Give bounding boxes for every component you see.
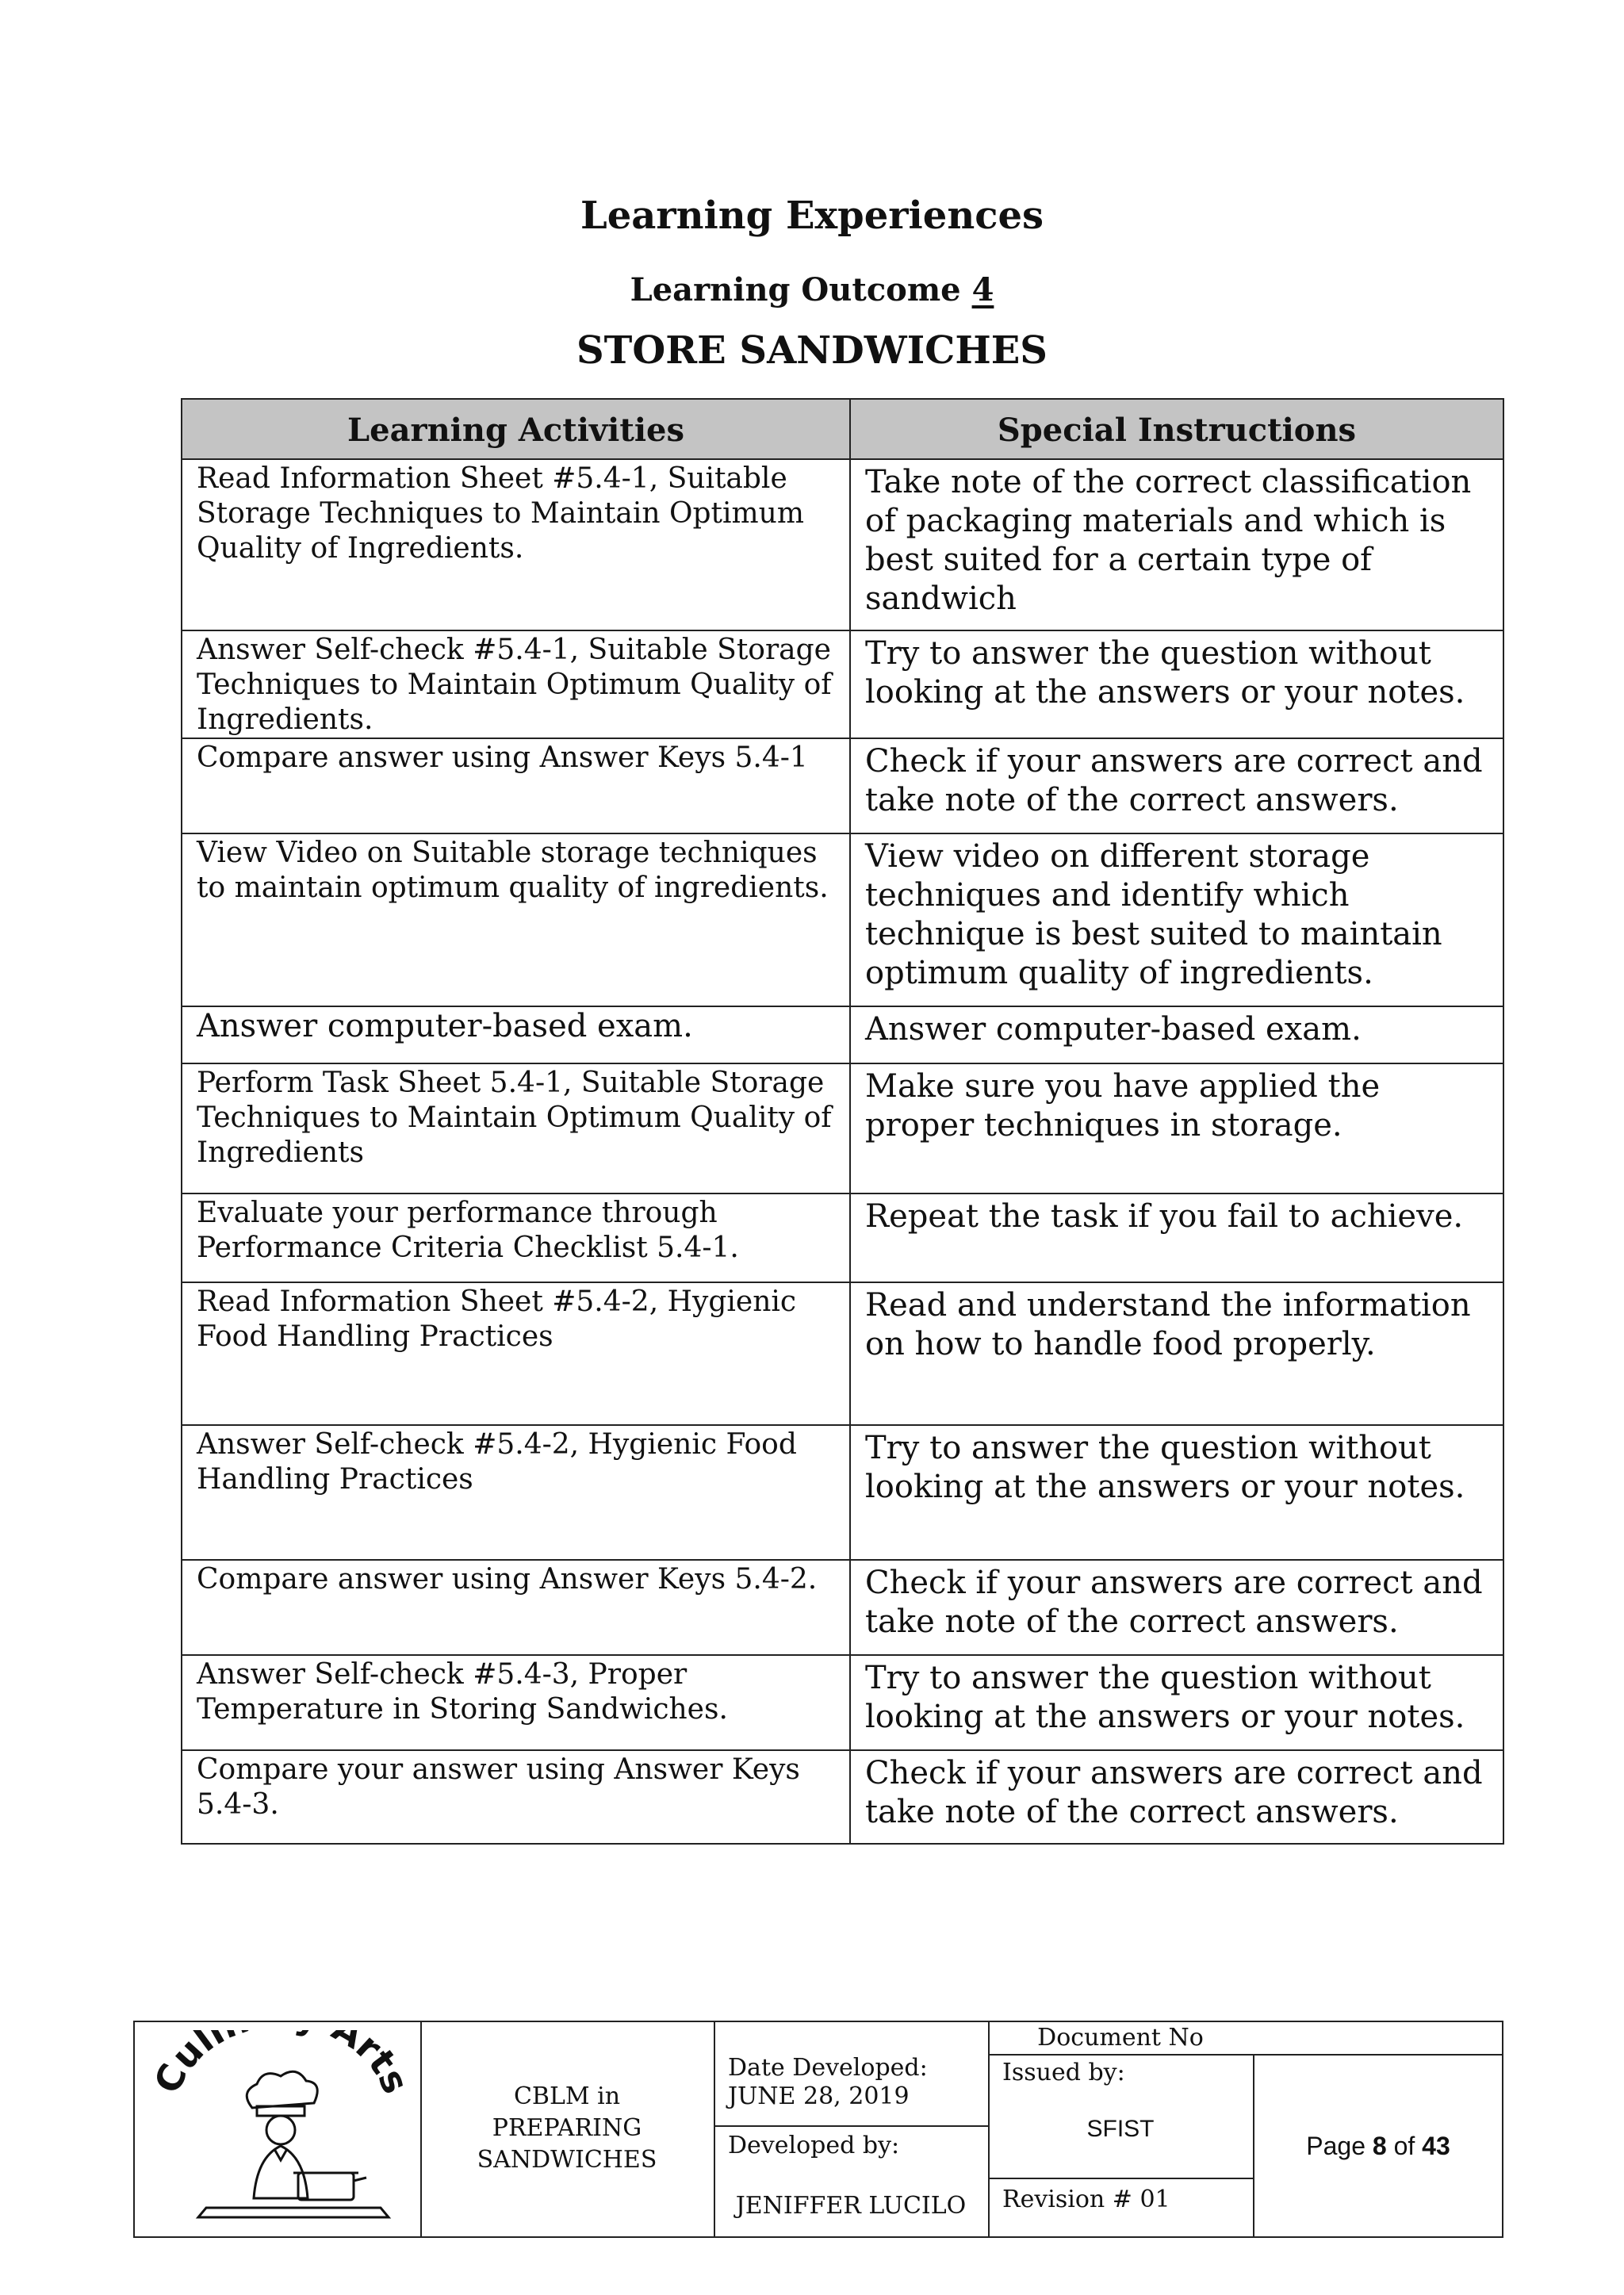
- course-line: CBLM in: [513, 2082, 621, 2110]
- table-row: [182, 1655, 1503, 1750]
- logo-lettering-path: uli Art: [163, 2030, 404, 2082]
- date-value: JUNE 28, 2019: [728, 2082, 910, 2110]
- outcome-prefix: Learning Outcome: [630, 271, 972, 308]
- table-row: [182, 1006, 1503, 1063]
- page-number: 8: [1372, 2131, 1387, 2160]
- activity-cell: Answer Self-check #5.4-3, Proper Temperature in Storing Sandwiches.: [182, 1655, 850, 1750]
- activity-cell: Read Information Sheet #5.4-2, Hygienic Food Handling Practices: [182, 1282, 850, 1425]
- activity-cell: Compare your answer using Answer Keys 5.4-3.: [182, 1750, 850, 1844]
- activity-cell: Read Information Sheet #5.4-1, Suitable Storage Techniques to Maintain Optimum Quality of Ingredients.: [182, 459, 850, 630]
- instruction-cell: Try to answer the question without looking at the answers or your notes.: [850, 1655, 1503, 1750]
- table-row: [182, 1425, 1503, 1560]
- course-line: SANDWICHES: [477, 2146, 657, 2174]
- table-row: [182, 833, 1503, 1006]
- outcome-subtitle: STORE SANDWICHES: [576, 328, 1048, 373]
- instruction-cell: Take note of the correct classification of packaging materials and which is best suited for a certain type of sandwich: [850, 459, 1503, 630]
- logo-lettering: [151, 2030, 404, 2100]
- table-row: [182, 1750, 1503, 1844]
- revision-number: Revision # 01: [1002, 2186, 1170, 2213]
- culinary-arts-logo: [151, 2030, 404, 2228]
- column-header: Learning Activities: [182, 399, 850, 459]
- activity-cell: Evaluate your performance through Performance Criteria Checklist 5.4-1.: [182, 1193, 850, 1282]
- issued-by-label: Issued by:: [1002, 2059, 1125, 2086]
- instruction-cell: Check if your answers are correct and take note of the correct answers.: [850, 1560, 1503, 1655]
- developed-by-label: Developed by:: [728, 2132, 900, 2159]
- learning-outcome-heading: [0, 271, 1624, 308]
- column-header: Special Instructions: [850, 399, 1503, 459]
- activity-cell: Compare answer using Answer Keys 5.4-2.: [182, 1560, 850, 1655]
- date-label: Date Developed:: [728, 2054, 928, 2082]
- outcome-number: 4: [971, 271, 994, 308]
- chef-logo-icon: [151, 2030, 404, 2228]
- instruction-cell: Repeat the task if you fail to achieve.: [850, 1193, 1503, 1282]
- page-total: 43: [1422, 2131, 1450, 2160]
- activity-cell: Answer Self-check #5.4-2, Hygienic Food Handling Practices: [182, 1425, 850, 1560]
- table-row: [182, 630, 1503, 738]
- page-indicator: [1253, 2054, 1503, 2238]
- activity-cell: Answer computer-based exam.: [182, 1006, 850, 1063]
- document-no-label: Document No: [1037, 2024, 1204, 2052]
- developer-name: JENIFFER LUCILO: [735, 2192, 967, 2220]
- instruction-cell: Try to answer the question without looking at the answers or your notes.: [850, 630, 1503, 738]
- instruction-cell: Answer computer-based exam.: [850, 1006, 1503, 1063]
- instruction-cell: Read and understand the information on how to handle food properly.: [850, 1282, 1503, 1425]
- course-title: [420, 2081, 714, 2176]
- table-row: [182, 1193, 1503, 1282]
- activity-cell: View Video on Suitable storage techniques to maintain optimum quality of ingredients.: [182, 833, 850, 1006]
- activity-cell: Answer Self-check #5.4-1, Suitable Storage Techniques to Maintain Optimum Quality of Ingredients.: [182, 630, 850, 738]
- document-footer: [133, 2021, 1503, 2238]
- instruction-cell: View video on different storage techniques and identify which technique is best suited to maintain optimum quality of ingredients.: [850, 833, 1503, 1006]
- instruction-cell: Check if your answers are correct and take note of the correct answers.: [850, 1750, 1503, 1844]
- instruction-cell: Try to answer the question without looking at the answers or your notes.: [850, 1425, 1503, 1560]
- table-header-row: [182, 399, 1503, 459]
- course-line: PREPARING: [492, 2114, 642, 2142]
- date-developed: [728, 2054, 982, 2111]
- activity-cell: Perform Task Sheet 5.4-1, Suitable Storage Techniques to Maintain Optimum Quality of Ingredients: [182, 1063, 850, 1193]
- issuer-name: SFIST: [1086, 2116, 1155, 2142]
- table-row: [182, 738, 1503, 833]
- learning-activities-table: [181, 398, 1504, 1845]
- instruction-cell: Check if your answers are correct and take note of the correct answers.: [850, 738, 1503, 833]
- activity-cell: Compare answer using Answer Keys 5.4-1: [182, 738, 850, 833]
- page-title: Learning Experiences: [580, 193, 1044, 238]
- page-of: of: [1386, 2131, 1423, 2160]
- table-row: [182, 1560, 1503, 1655]
- page-prefix: Page: [1306, 2131, 1373, 2160]
- table-row: [182, 1282, 1503, 1425]
- table-row: [182, 459, 1503, 630]
- table-row: [182, 1063, 1503, 1193]
- instruction-cell: Make sure you have applied the proper techniques in storage.: [850, 1063, 1503, 1193]
